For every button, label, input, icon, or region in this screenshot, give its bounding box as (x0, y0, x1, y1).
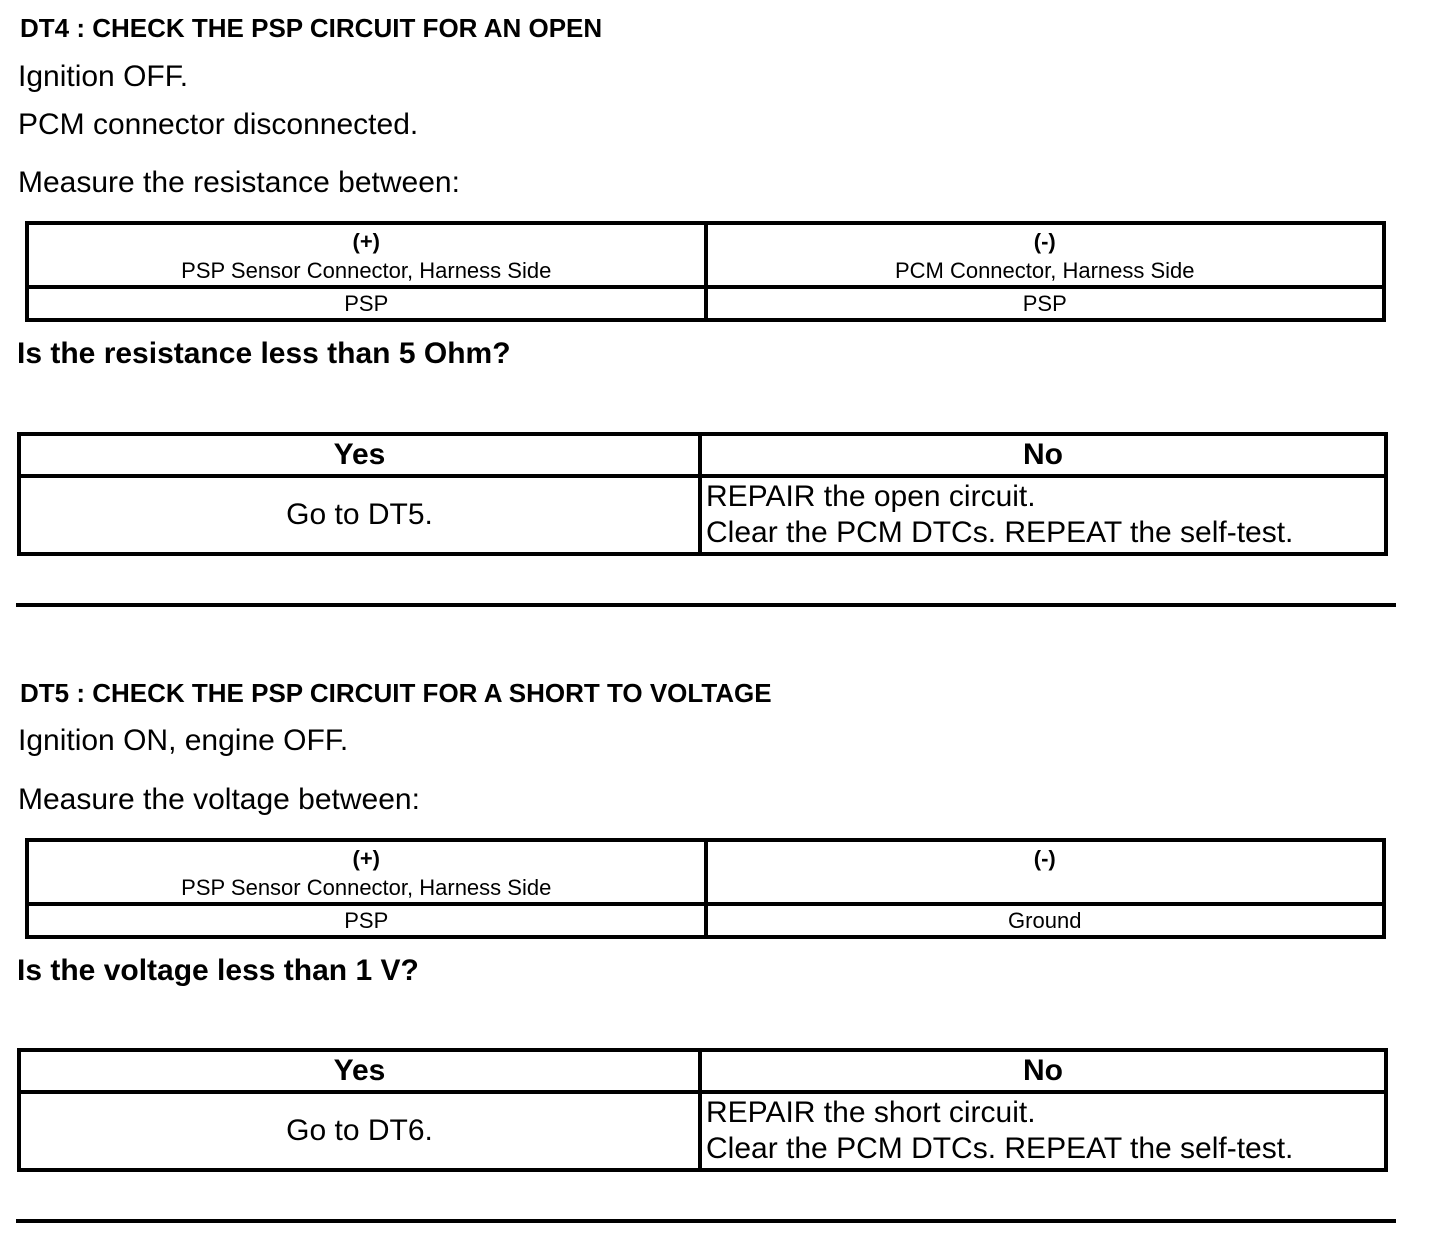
dt5-no-action-line-2: Clear the PCM DTCs. REPEAT the self-test. (706, 1132, 1294, 1165)
dt4-minus-label: PCM Connector, Harness Side (894, 258, 1195, 283)
dt5-yes-header: Yes (19, 1050, 700, 1092)
dt5-question: Is the voltage less than 1 V? (17, 954, 419, 987)
dt5-yes-action: Go to DT6. (19, 1092, 700, 1170)
dt5-instruction-1: Ignition ON, engine OFF. (18, 724, 349, 757)
dt4-yes-action: Go to DT5. (19, 476, 700, 554)
dt4-plus-label: PSP Sensor Connector, Harness Side (181, 258, 552, 283)
section-divider-bottom (16, 1219, 1396, 1223)
dt4-instruction-2: PCM connector disconnected. (18, 108, 419, 141)
dt4-no-action-line-2: Clear the PCM DTCs. REPEAT the self-test. (706, 516, 1294, 549)
dt4-plus-sign: (+) (352, 229, 380, 254)
dt5-plus-value: PSP (27, 904, 706, 937)
dt4-minus-sign: (-) (1033, 229, 1056, 254)
dt5-minus-value: Ground (706, 904, 1385, 937)
dt4-measure-table (25, 221, 1386, 322)
dt5-minus-header (706, 840, 1385, 904)
dt4-question: Is the resistance less than 5 Ohm? (17, 337, 511, 370)
dt4-title: DT4 : CHECK THE PSP CIRCUIT FOR AN OPEN (20, 13, 603, 43)
dt4-minus-header (706, 223, 1385, 287)
dt4-no-action-line-1: REPAIR the open circuit. (706, 480, 1036, 513)
dt4-plus-header (27, 223, 706, 287)
section-divider (16, 603, 1396, 607)
dt4-minus-value: PSP (706, 287, 1385, 320)
dt5-result-table (17, 1048, 1388, 1172)
dt5-plus-sign: (+) (352, 846, 380, 871)
dt4-no-action (700, 476, 1386, 554)
dt4-result-table (17, 432, 1388, 556)
dt4-plus-value: PSP (27, 287, 706, 320)
dt5-no-action-line-1: REPAIR the short circuit. (706, 1096, 1036, 1129)
dt5-plus-header (27, 840, 706, 904)
dt5-no-action (700, 1092, 1386, 1170)
dt5-title: DT5 : CHECK THE PSP CIRCUIT FOR A SHORT TO VOLTAGE (20, 678, 772, 708)
dt4-instruction-1: Ignition OFF. (18, 60, 189, 93)
dt5-minus-sign: (-) (1033, 846, 1056, 871)
dt5-measure-table (25, 838, 1386, 939)
dt5-no-header: No (700, 1050, 1386, 1092)
dt4-no-header: No (700, 434, 1386, 476)
dt5-plus-label: PSP Sensor Connector, Harness Side (181, 875, 552, 900)
dt4-yes-header: Yes (19, 434, 700, 476)
dt5-measure-label: Measure the voltage between: (18, 783, 420, 816)
dt4-measure-label: Measure the resistance between: (18, 166, 460, 199)
